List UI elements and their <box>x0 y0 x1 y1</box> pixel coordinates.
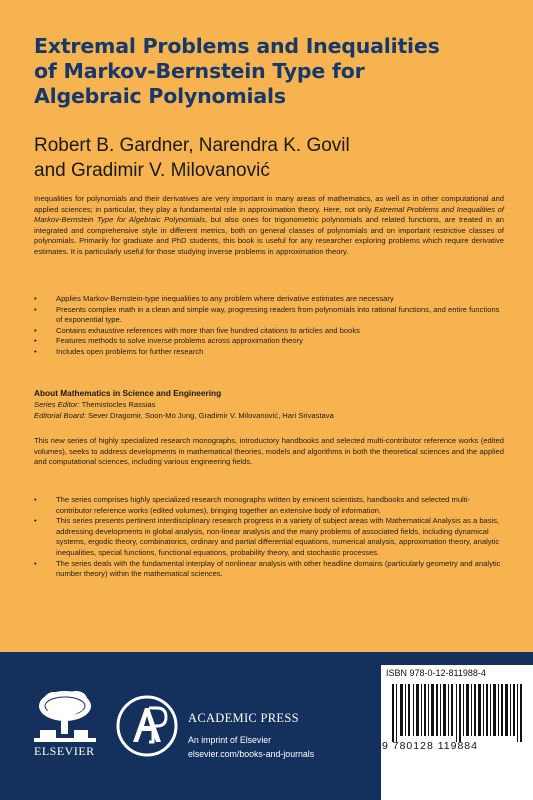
list-item <box>34 347 504 358</box>
elsevier-tree-logo-icon <box>34 686 96 742</box>
bullet: • <box>34 346 37 356</box>
series-heading: About Mathematics in Science and Engineering <box>34 388 222 398</box>
publisher-url: elsevier.com/books-and-journals <box>188 749 315 759</box>
elsevier-wordmark: ELSEVIER <box>34 744 95 758</box>
series-editor-label: Series Editor: <box>34 400 80 409</box>
series-feature-list <box>34 495 504 580</box>
feature-list <box>34 294 504 358</box>
list-item <box>34 495 504 516</box>
list-item-text: Applies Markov-Bernstein-type inequalities to any problem where derivative estimates are necessary <box>56 294 394 303</box>
list-item-text: Includes open problems for further research <box>56 346 204 356</box>
list-item <box>34 336 504 347</box>
bullet: • <box>34 336 37 346</box>
bullet: • <box>34 495 37 504</box>
bullet: • <box>34 294 37 303</box>
list-item-text: Contains exhaustive references with more than five hundred citations to articles and books <box>56 325 360 335</box>
list-item-text: Features methods to solve inverse problems across approximation theory <box>56 336 303 346</box>
title-line: Extremal Problems and Inequalities <box>34 34 440 58</box>
bullet: • <box>34 304 37 314</box>
barcode-icon <box>392 684 532 742</box>
book-authors <box>34 133 504 183</box>
list-item <box>34 305 504 326</box>
list-item-text: The series comprises highly specialized research monographs written by eminent scientists, handbooks and selected multi-contributor reference works (edited volumes), bringing together an extensive body of information. <box>56 495 471 515</box>
imprint-name: ACADEMIC PRESS <box>188 711 299 725</box>
description-text: Inequalities for polynomials and their derivatives are very important in many areas of mathematics, as well as in other computational and applied sciences; in particular, they play a fundamental role in approximation theory. Here, not only <box>34 194 504 214</box>
barcode-digits: 9 780128 119884 <box>382 740 478 752</box>
bullet: • <box>34 325 37 335</box>
editorial-board-line <box>34 411 504 422</box>
description-title-italic: Extremal Problems and Inequalities of Markov-Bernstein Type for Algebraic Polynomials <box>34 204 504 225</box>
list-item-text: The series deals with the fundamental interplay of nonlinear analysis with other headline domains (particularly geometry and analytic number theory) within the mathematical sciences. <box>56 558 501 579</box>
isbn-number: ISBN 978-0-12-811988-4 <box>386 668 486 678</box>
title-line: of Markov-Bernstein Type for <box>34 59 365 83</box>
author-line: and Gradimir V. Milovanović <box>34 160 270 181</box>
series-editor-line <box>34 400 504 411</box>
list-item <box>34 326 504 337</box>
book-description <box>34 194 504 258</box>
list-item <box>34 294 504 305</box>
series-editors <box>34 400 504 421</box>
book-title <box>34 34 514 109</box>
academic-press-logo-icon <box>115 694 179 758</box>
author-line: Robert B. Gardner, Narendra K. Govil <box>34 135 350 156</box>
list-item <box>34 516 504 558</box>
list-item-text: This series presents pertinent interdisciplinary research progress in a variety of subject areas with Mathematical Analysis as a basis, addressing developments in global analysis, non-linear analysis and the many problems of associated fields, including dynamical systems, ergodic theory, combinatorics, ordinary and partial differential equations, numerical analysis, approximation theory, analytic inequalities, special functions, functional equations, probability theory, and stochastic processes. <box>56 516 500 557</box>
imprint-note: An imprint of Elsevier <box>188 735 272 745</box>
title-line: Algebraic Polynomials <box>34 84 286 108</box>
series-editor-name: Themistocles Rassias <box>79 400 156 409</box>
editorial-board-label: Editorial Board: <box>34 410 86 420</box>
editorial-board-names: Sever Dragomir, Soon-Mo Jung, Gradimir V. Milovanović, Hari Srivastava <box>85 410 334 420</box>
list-item <box>34 559 504 580</box>
description-text: , but also ones for trigonometric polynomials and related functions, are treated in an integrated and comprehensive style in different metrics, both on general classes of polynomials and on important restrictive classes of polynomials. Primarily for graduate and PhD students, this book is useful for any researcher exploring problems which require derivative estimates. It is particularly useful for those studying inverse problems in approximation theory. <box>34 215 504 256</box>
series-description: This new series of highly specialized research monographs, introductory handbooks and selected multi-contributor reference works (edited volumes), seeks to address developments in mathematical theories, models and algorithms in both the theoretical sciences and the applied and computational sciences, including various engineering fields. <box>34 436 504 467</box>
bullet: • <box>34 558 37 568</box>
bullet: • <box>34 516 37 526</box>
list-item-text: Presents complex math in a clean and simple way, progressing readers from polynomials into rational functions, and entire functions of exponential type. <box>56 304 500 325</box>
